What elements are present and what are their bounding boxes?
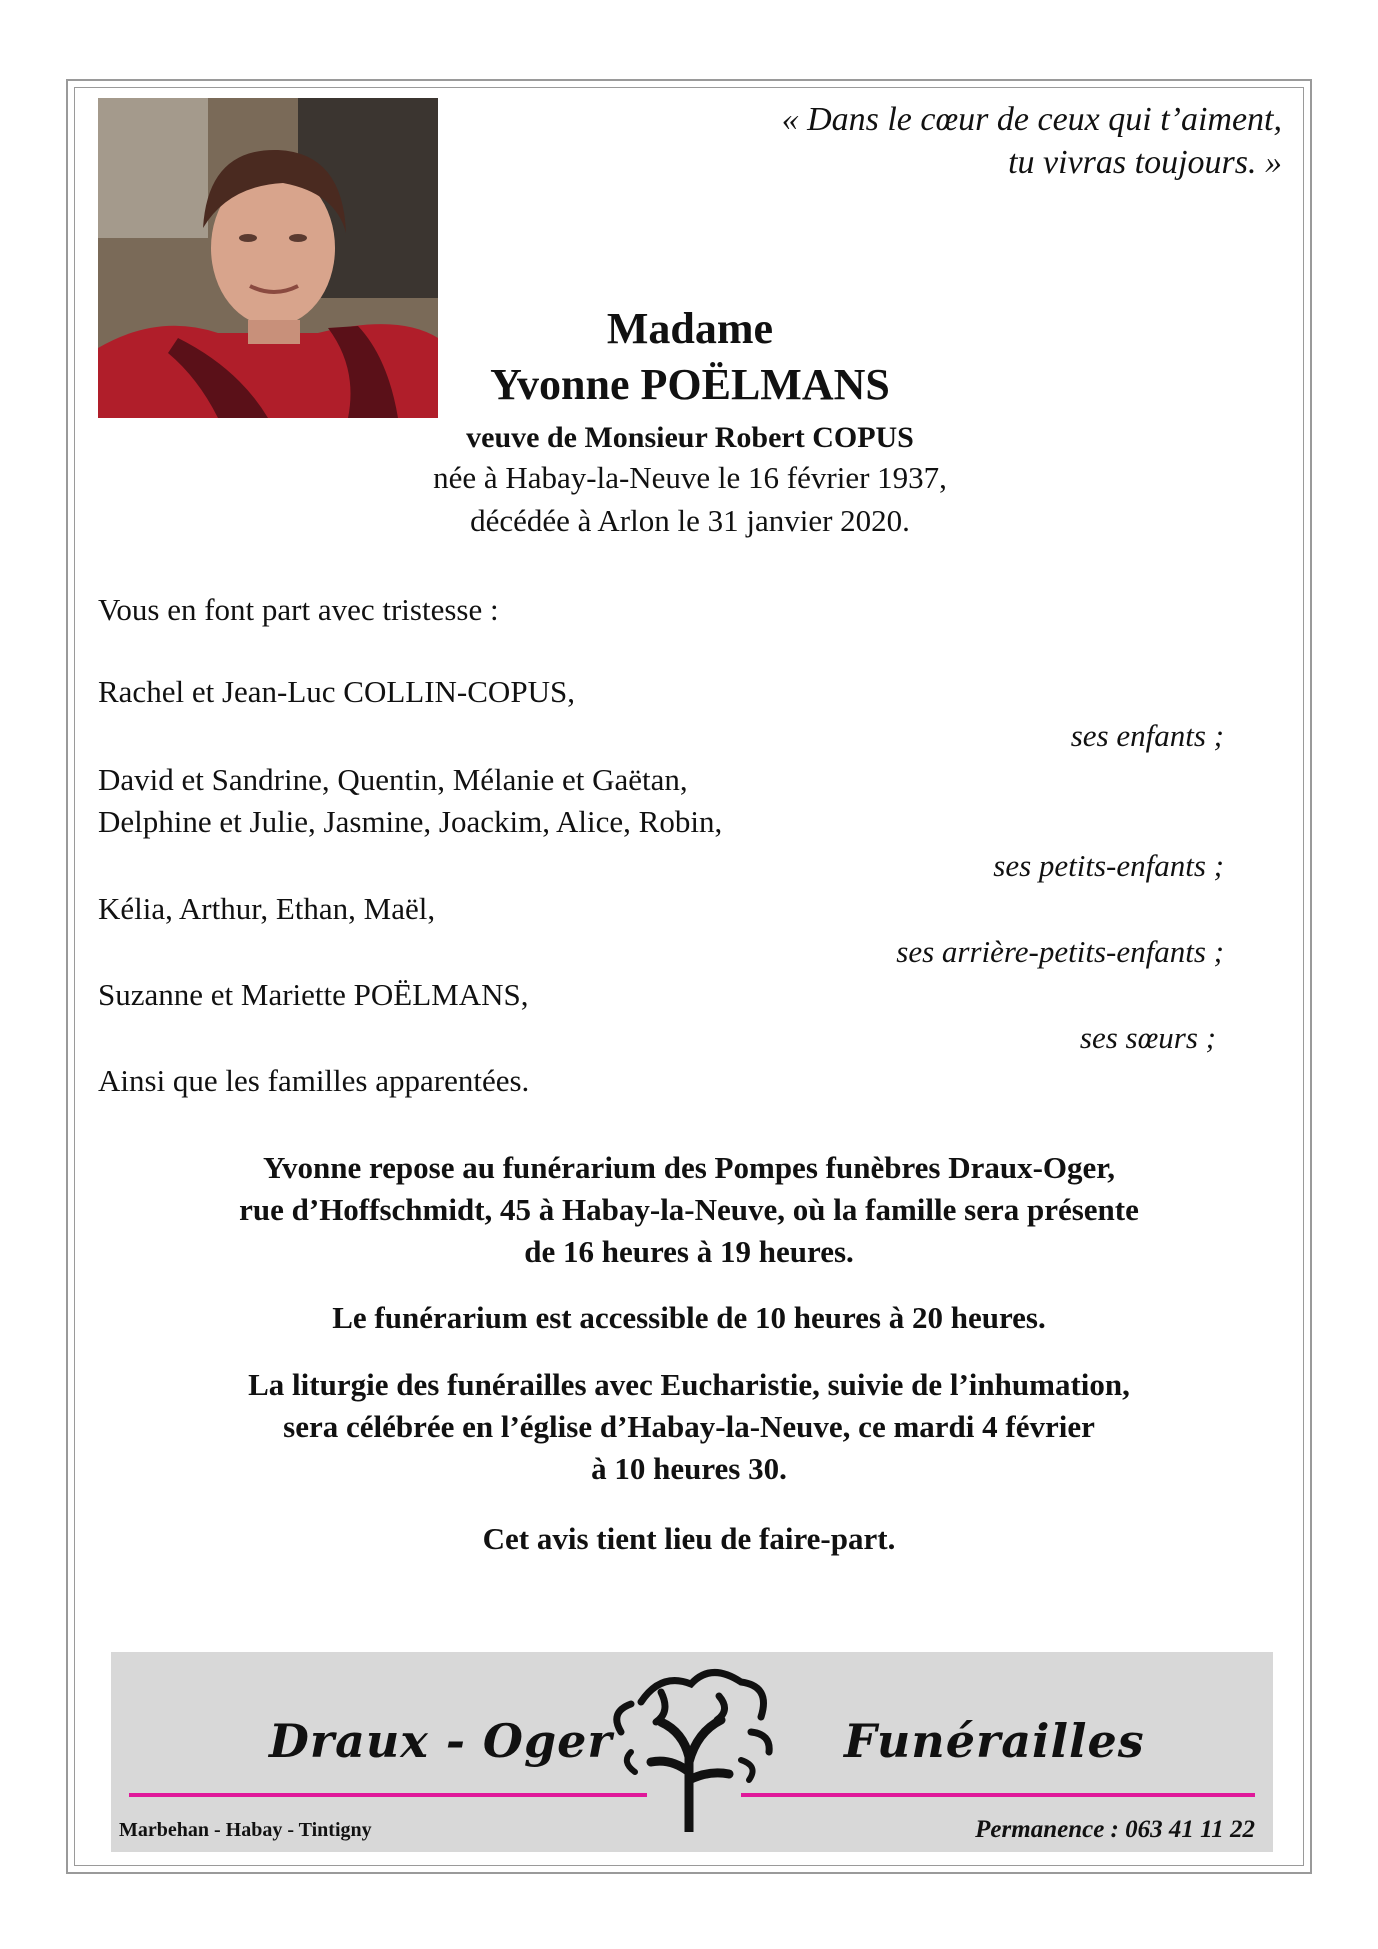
towns-list: Marbehan - Habay - Tintigny <box>119 1819 372 1841</box>
deceased-name: Yvonne POËLMANS <box>490 360 890 409</box>
funeral-home-footer <box>111 1652 1273 1852</box>
accent-bar-right <box>741 1793 1255 1797</box>
phone-number: Permanence : 063 41 11 22 <box>975 1816 1255 1843</box>
sisters-names: Suzanne et Mariette POËLMANS, <box>98 977 529 1012</box>
widow-of: veuve de Monsieur Robert COPUS <box>466 421 914 454</box>
great-grandchildren-names: Kélia, Arthur, Ethan, Maël, <box>98 891 436 926</box>
children-role: ses enfants ; <box>1070 718 1224 753</box>
access-hours: Le funérarium est accessible de 10 heures à 20 heures. <box>332 1300 1046 1335</box>
tree-icon <box>601 1662 781 1837</box>
brand-name-right: Funérailles <box>844 1714 1145 1768</box>
liturgy-line-2: sera célébrée en l’église d’Habay-la-Neuve, ce mardi 4 février <box>283 1409 1095 1444</box>
grandchildren-role: ses petits-enfants ; <box>993 848 1224 883</box>
rest-line-3: de 16 heures à 19 heures. <box>524 1234 854 1269</box>
announcement-intro: Vous en font part avec tristesse : <box>98 592 499 627</box>
quote-line-2: tu vivras toujours. » <box>1008 144 1282 181</box>
grandchildren-line-2: Delphine et Julie, Jasmine, Joackim, Alice, Robin, <box>98 804 723 839</box>
liturgy-line-3: à 10 heures 30. <box>591 1451 787 1486</box>
death-info: décédée à Arlon le 31 janvier 2020. <box>470 503 910 538</box>
grandchildren-line-1: David et Sandrine, Quentin, Mélanie et Gaëtan, <box>98 762 688 797</box>
sisters-role: ses sœurs ; <box>1079 1020 1216 1055</box>
birth-info: née à Habay-la-Neuve le 16 février 1937, <box>433 460 947 495</box>
families-line: Ainsi que les familles apparentées. <box>98 1063 530 1098</box>
rest-line-2: rue d’Hoffschmidt, 45 à Habay-la-Neuve, où la famille sera présente <box>239 1192 1139 1227</box>
brand-name-left: Draux - Oger <box>269 1714 613 1768</box>
children-names: Rachel et Jean-Luc COLLIN-COPUS, <box>98 674 575 709</box>
rest-line-1: Yvonne repose au funérarium des Pompes funèbres Draux-Oger, <box>263 1150 1115 1185</box>
accent-bar-left <box>129 1793 647 1797</box>
liturgy-line-1: La liturgie des funérailles avec Eucharistie, suivie de l’inhumation, <box>248 1367 1130 1402</box>
quote-line-1: « Dans le cœur de ceux qui t’aiment, <box>781 101 1282 138</box>
deceased-title: Madame <box>606 304 774 353</box>
memorial-quote <box>782 98 1282 184</box>
notice-line: Cet avis tient lieu de faire-part. <box>482 1521 896 1556</box>
great-grandchildren-role: ses arrière-petits-enfants ; <box>896 934 1224 969</box>
